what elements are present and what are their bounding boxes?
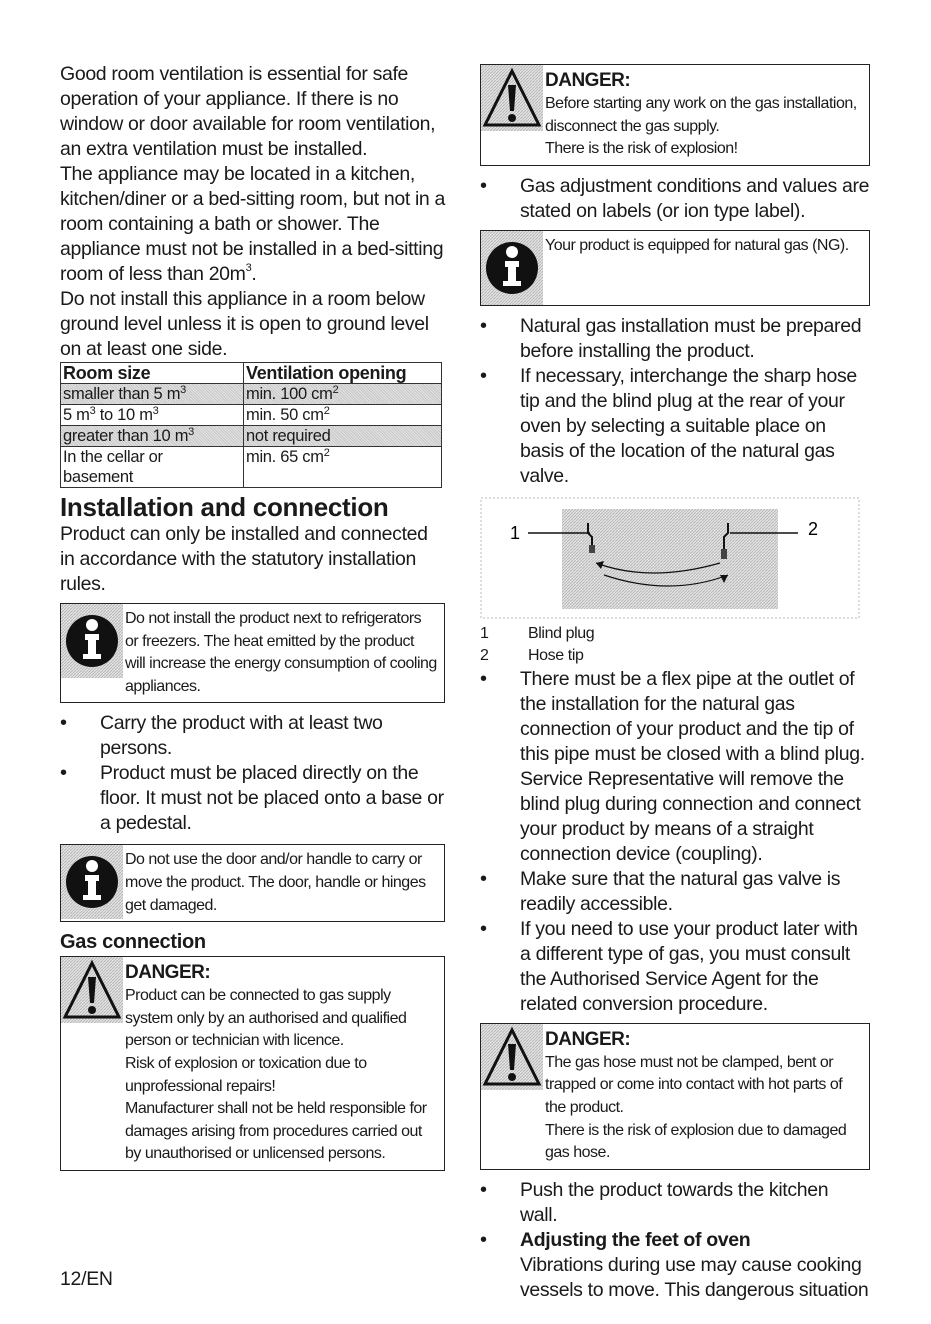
danger-title: DANGER:	[545, 1028, 631, 1050]
info-box	[60, 603, 445, 703]
info-text: Do not install the product next to refrigerators or freezers. The heat emitted by the product will increase the energy consumption of cooling appliances.	[125, 610, 437, 695]
warning-icon	[481, 65, 543, 131]
table-row: 5 $m^3$ to 10 $m^3$ min. 50 $cm^2$	[61, 405, 442, 426]
hose-diagram-figure	[480, 497, 860, 619]
danger-text: Manufacturer shall not be held responsible for damages arising from procedures carried out by unauthorised or unlicensed persons.	[125, 1100, 427, 1163]
figure-label-1: 1	[510, 522, 521, 543]
danger-text: Product can be connected to gas supply system only by an authorised and qualified person or technician with licence.	[125, 987, 407, 1050]
feet-text: Vibrations during use may cause cooking vessels to move. This dangerous situation	[520, 1253, 869, 1301]
bullet-list	[60, 711, 445, 836]
list-item: • There must be a flex pipe at the outlet of the installation for the natural gas connection of your product and the tip of this pipe must be closed with a blind plug. Service Representative will remove the blind plug during connection and connect your product by means of a straight connection device (coupling).	[480, 667, 870, 867]
right-column	[480, 62, 870, 1303]
info-box	[60, 844, 445, 922]
page-number: 12/EN	[60, 1268, 113, 1290]
danger-text: There is the risk of explosion due to damaged gas hose.	[545, 1121, 847, 1162]
left-column	[60, 62, 445, 1179]
danger-box	[60, 956, 445, 1171]
ventilation-paragraph-3: Do not install this appliance in a room below ground level unless it is open to ground level on at least one side.	[60, 288, 429, 360]
danger-box	[480, 1023, 870, 1170]
table-row: smaller than 5 $m^3$ min. 100 $cm^2$	[61, 384, 442, 405]
danger-text: Risk of explosion or toxication due to unprofessional repairs!	[125, 1054, 367, 1095]
figure-label-2: 2	[808, 518, 819, 539]
warning-icon	[481, 1024, 543, 1090]
danger-title: DANGER:	[125, 962, 211, 984]
warning-icon	[61, 957, 123, 1023]
danger-text: Before starting any work on the gas installation, disconnect the gas supply.	[545, 95, 857, 135]
table-header-room-size: Room size	[61, 363, 244, 384]
figure-legend	[480, 623, 870, 667]
legend-item: 2 Hose tip	[480, 646, 584, 664]
list-item: • Natural gas installation must be prepared before installing the product.	[480, 314, 870, 364]
table-header-ventilation: Ventilation opening	[244, 363, 442, 384]
legend-item: 1 Blind plug	[480, 624, 595, 642]
bullet-list	[480, 314, 870, 489]
table-row: In the cellar or basement min. 65 $cm^2$	[61, 447, 442, 488]
ventilation-paragraph-2: The appliance may be located in a kitchen, kitchen/diner or a bed-sitting room, but not in a room containing a bath or shower. The appliance must not be installed in a bed-sitting room of less than $20m^3$.	[60, 163, 445, 285]
danger-title: DANGER:	[545, 70, 631, 91]
list-item: • Make sure that the natural gas valve is readily accessible.	[480, 867, 870, 917]
info-icon	[481, 231, 543, 305]
installation-text: Product can only be installed and connected in accordance with the statutory installation rules.	[60, 523, 428, 595]
list-item: • Product must be placed directly on the floor. It must not be placed onto a base or a pedestal.	[60, 761, 445, 836]
info-text: Do not use the door and/or handle to carry or move the product. The door, handle or hinges get damaged.	[125, 851, 426, 914]
ventilation-paragraph-1: Good room ventilation is essential for safe operation of your appliance. If there is no window or door available for room ventilation, an extra ventilation must be installed.	[60, 63, 436, 160]
list-item: • If you need to use your product later with a different type of gas, you must consult the Authorised Service Agent for the related conversion procedure.	[480, 917, 870, 1017]
installation-heading: Installation and connection	[60, 492, 389, 522]
table-row: greater than 10 $m^3$ not required	[61, 426, 442, 447]
bullet-list	[480, 174, 870, 224]
info-icon	[61, 604, 123, 678]
table-header-row	[61, 363, 442, 384]
info-icon	[61, 845, 123, 919]
info-text: Your product is equipped for natural gas (NG).	[545, 236, 849, 254]
danger-text: There is the risk of explosion!	[545, 140, 738, 158]
info-box	[480, 230, 870, 306]
feet-heading: Adjusting the feet of oven	[520, 1228, 751, 1251]
bullet-list	[480, 667, 870, 1017]
list-item: • Gas adjustment conditions and values are stated on labels (or ion type label).	[480, 174, 870, 224]
list-item	[480, 1228, 870, 1303]
danger-text: The gas hose must not be clamped, bent or trapped or come into contact with hot parts of the product.	[545, 1053, 843, 1116]
hose-diagram	[480, 497, 860, 619]
danger-box	[480, 64, 870, 166]
list-item: • Push the product towards the kitchen wall.	[480, 1178, 870, 1228]
ventilation-table	[60, 362, 442, 488]
bullet-list	[480, 1178, 870, 1303]
list-item: • Carry the product with at least two persons.	[60, 711, 445, 761]
gas-connection-heading: Gas connection	[60, 931, 206, 954]
list-item: • If necessary, interchange the sharp hose tip and the blind plug at the rear of your oven by selecting a suitable place on basis of the location of the natural gas valve.	[480, 364, 870, 489]
